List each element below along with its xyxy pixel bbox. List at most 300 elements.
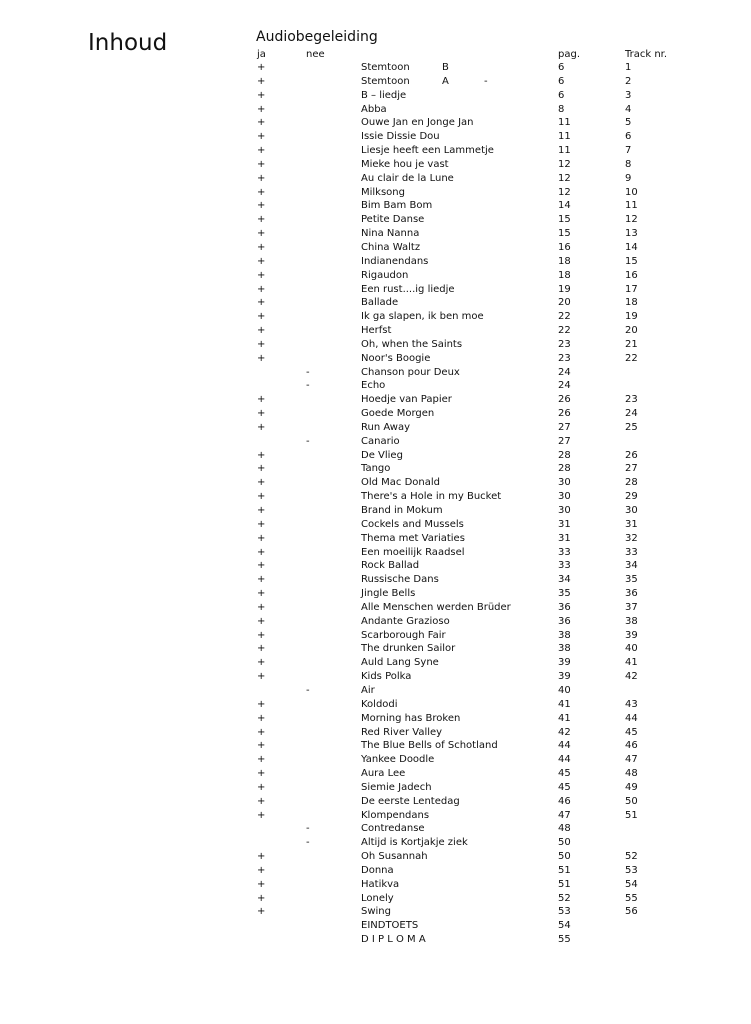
ja-mark: +	[257, 754, 266, 766]
track-number: 37	[625, 601, 638, 613]
song-title: Old Mac Donald	[361, 477, 441, 489]
ja-mark: +	[257, 532, 266, 544]
page-number: 12	[558, 158, 571, 170]
page-number: 36	[558, 615, 571, 627]
table-row	[0, 671, 751, 685]
song-title: The Blue Bells of Schotland	[361, 740, 498, 752]
song-title: Brand in Mokum	[361, 505, 443, 516]
page-number: 6	[558, 75, 565, 87]
page-number: 51	[558, 864, 571, 876]
song-title: Morning has Broken	[361, 712, 461, 724]
song-title: D I P L O M A	[361, 934, 426, 946]
table-row	[0, 90, 751, 104]
page-number: 40	[558, 684, 571, 696]
page-number: 39	[558, 671, 571, 683]
table-row	[0, 145, 751, 159]
table-row	[0, 311, 751, 325]
track-number: 25	[625, 421, 638, 433]
table-row	[0, 782, 751, 796]
track-number: 12	[625, 214, 638, 226]
song-title: Nina Nanna	[361, 228, 420, 240]
page-number: 54	[558, 920, 571, 932]
song-title: Russische Dans	[361, 574, 439, 586]
table-row	[0, 574, 751, 588]
song-title: There's a Hole in my Bucket	[361, 491, 502, 503]
table-row	[0, 588, 751, 602]
page-number: 51	[558, 878, 571, 890]
table-row	[0, 408, 751, 422]
page-number: 23	[558, 338, 571, 350]
page-number: 53	[558, 906, 571, 918]
song-title: Ik ga slapen, ik ben moe	[361, 311, 484, 323]
ja-mark: +	[257, 505, 266, 516]
track-number: 9	[625, 172, 632, 184]
song-title: China Waltz	[361, 241, 421, 253]
page-number: 41	[558, 712, 571, 724]
table-row	[0, 463, 751, 477]
song-title: Issie Dissie Dou	[361, 131, 440, 143]
song-title: Echo	[361, 380, 386, 392]
table-row	[0, 934, 751, 948]
ja-mark: +	[257, 574, 266, 586]
table-row	[0, 200, 751, 214]
song-title: B – liedje	[361, 89, 407, 101]
ja-mark: +	[257, 117, 266, 129]
page-number: 22	[558, 325, 571, 337]
song-title: Jingle Bells	[361, 588, 416, 600]
table-row	[0, 284, 751, 298]
track-number: 50	[625, 795, 638, 807]
table-row	[0, 533, 751, 547]
track-number: 11	[625, 200, 638, 212]
song-title: Oh Susannah	[361, 851, 428, 863]
table-row	[0, 339, 751, 353]
table-row	[0, 187, 751, 201]
table-row	[0, 104, 751, 118]
ja-mark: +	[257, 158, 266, 170]
song-title: De eerste Lentedag	[361, 795, 460, 807]
song-title: Kids Polka	[361, 671, 412, 683]
page-number: 24	[558, 380, 571, 392]
page-number: 48	[558, 823, 571, 835]
song-title: Liesje heeft een Lammetje	[361, 145, 494, 157]
track-number: 1	[625, 62, 632, 73]
track-number: 5	[625, 117, 632, 129]
table-row	[0, 297, 751, 311]
song-title: Altijd is Kortjakje ziek	[361, 837, 468, 849]
nee-mark: -	[306, 366, 310, 378]
table-row	[0, 727, 751, 741]
ja-mark: +	[257, 394, 266, 406]
track-number: 48	[625, 768, 638, 780]
ja-mark: +	[257, 408, 266, 420]
header-ja: ja	[257, 49, 266, 60]
track-number: 13	[625, 228, 638, 240]
ja-mark: +	[257, 657, 266, 669]
track-number: 4	[625, 103, 632, 115]
page-number: 16	[558, 241, 571, 253]
song-title: Canario	[361, 435, 400, 447]
table-row	[0, 353, 751, 367]
page-number: 12	[558, 186, 571, 198]
note-letter: B	[442, 62, 449, 73]
page-number: 33	[558, 560, 571, 572]
ja-mark: +	[257, 200, 266, 212]
ja-mark: +	[257, 643, 266, 655]
page-number: 38	[558, 629, 571, 641]
page-number: 30	[558, 477, 571, 489]
song-title: Een moeilijk Raadsel	[361, 546, 465, 558]
page-number: 44	[558, 754, 571, 766]
note-letter: A	[442, 75, 449, 87]
table-row	[0, 547, 751, 561]
song-title: Hatikva	[361, 878, 400, 890]
nee-mark: -	[306, 823, 310, 835]
song-title: Rock Ballad	[361, 560, 420, 572]
song-title: Tango	[361, 463, 391, 475]
page-number: 26	[558, 394, 571, 406]
track-number: 7	[625, 145, 632, 157]
track-number: 40	[625, 643, 638, 655]
page-number: 45	[558, 781, 571, 793]
song-title: Noor's Boogie	[361, 352, 431, 364]
table-row	[0, 796, 751, 810]
track-number: 52	[625, 851, 638, 863]
page-number: 18	[558, 255, 571, 267]
table-row	[0, 62, 751, 76]
ja-mark: +	[257, 768, 266, 780]
song-title: The drunken Sailor	[361, 643, 456, 655]
page-number: 52	[558, 892, 571, 904]
page-number: 23	[558, 352, 571, 364]
song-title: Swing	[361, 906, 391, 918]
track-number: 39	[625, 629, 638, 641]
ja-mark: +	[257, 588, 266, 600]
page-number: 28	[558, 463, 571, 475]
song-title: Hoedje van Papier	[361, 394, 452, 406]
table-row	[0, 505, 751, 519]
ja-mark: +	[257, 283, 266, 295]
ja-mark: +	[257, 851, 266, 863]
ja-mark: +	[257, 795, 266, 807]
header-nee: nee	[306, 49, 325, 60]
nee-mark: -	[306, 684, 310, 696]
track-number: 29	[625, 491, 638, 503]
table-row	[0, 159, 751, 173]
page-number: 31	[558, 532, 571, 544]
table-row	[0, 823, 751, 837]
table-row	[0, 754, 751, 768]
table-row	[0, 657, 751, 671]
page-number: 36	[558, 601, 571, 613]
track-number: 23	[625, 394, 638, 406]
track-number: 20	[625, 325, 638, 337]
contents-table	[0, 62, 751, 948]
page-number: 6	[558, 62, 565, 73]
song-title: De Vlieg	[361, 449, 403, 461]
ja-mark: +	[257, 214, 266, 226]
table-row	[0, 560, 751, 574]
page-number: 30	[558, 491, 571, 503]
table-row	[0, 906, 751, 920]
song-title: Milksong	[361, 186, 405, 198]
page-number: 8	[558, 103, 565, 115]
table-row	[0, 422, 751, 436]
table-row	[0, 380, 751, 394]
table-row	[0, 893, 751, 907]
song-title: Au clair de la Lune	[361, 172, 454, 184]
table-row	[0, 270, 751, 284]
table-row	[0, 865, 751, 879]
song-title: Koldodi	[361, 698, 398, 710]
page-number: 27	[558, 435, 571, 447]
track-number: 8	[625, 158, 632, 170]
table-row	[0, 76, 751, 90]
ja-mark: +	[257, 75, 266, 87]
track-number: 49	[625, 781, 638, 793]
ja-mark: +	[257, 781, 266, 793]
ja-mark: +	[257, 864, 266, 876]
track-number: 15	[625, 255, 638, 267]
song-title: Run Away	[361, 421, 411, 433]
track-number: 38	[625, 615, 638, 627]
page-number: 34	[558, 574, 571, 586]
track-number: 3	[625, 89, 632, 101]
table-row	[0, 630, 751, 644]
track-number: 27	[625, 463, 638, 475]
ja-mark: +	[257, 740, 266, 752]
page-number: 14	[558, 200, 571, 212]
ja-mark: +	[257, 89, 266, 101]
table-row	[0, 394, 751, 408]
page-number: 55	[558, 934, 571, 946]
page-number: 38	[558, 643, 571, 655]
song-title: Stemtoon	[361, 62, 410, 73]
song-title: Red River Valley	[361, 726, 443, 738]
ja-mark: +	[257, 698, 266, 710]
ja-mark: +	[257, 131, 266, 143]
page-number: 30	[558, 505, 571, 516]
track-number: 22	[625, 352, 638, 364]
track-number: 19	[625, 311, 638, 323]
table-row	[0, 491, 751, 505]
page-number: 15	[558, 214, 571, 226]
ja-mark: +	[257, 477, 266, 489]
track-number: 41	[625, 657, 638, 669]
table-row	[0, 685, 751, 699]
track-number: 36	[625, 588, 638, 600]
ja-mark: +	[257, 629, 266, 641]
table-row	[0, 450, 751, 464]
song-title: Siemie Jadech	[361, 781, 432, 793]
page-number: 50	[558, 837, 571, 849]
song-title: Auld Lang Syne	[361, 657, 439, 669]
ja-mark: +	[257, 892, 266, 904]
ja-mark: +	[257, 726, 266, 738]
ja-mark: +	[257, 421, 266, 433]
track-number: 16	[625, 269, 638, 281]
table-row	[0, 699, 751, 713]
table-row	[0, 713, 751, 727]
song-title: Aura Lee	[361, 768, 406, 780]
track-number: 21	[625, 338, 638, 350]
table-row	[0, 131, 751, 145]
table-row	[0, 851, 751, 865]
page-number: 39	[558, 657, 571, 669]
track-number: 51	[625, 809, 638, 821]
track-number: 28	[625, 477, 638, 489]
table-row	[0, 173, 751, 187]
song-title: Alle Menschen werden Brüder	[361, 601, 511, 613]
ja-mark: +	[257, 241, 266, 253]
page-number: 11	[558, 117, 571, 129]
ja-mark: +	[257, 325, 266, 337]
song-title: Contredanse	[361, 823, 425, 835]
ja-mark: +	[257, 615, 266, 627]
ja-mark: +	[257, 352, 266, 364]
song-title: Klompendans	[361, 809, 430, 821]
table-row	[0, 643, 751, 657]
table-row	[0, 616, 751, 630]
table-row	[0, 810, 751, 824]
table-row	[0, 256, 751, 270]
page-number: 11	[558, 131, 571, 143]
track-number: 17	[625, 283, 638, 295]
table-row	[0, 740, 751, 754]
song-title: Thema met Variaties	[361, 532, 465, 544]
track-number: 26	[625, 449, 638, 461]
song-title: Goede Morgen	[361, 408, 435, 420]
page-number: 46	[558, 795, 571, 807]
ja-mark: +	[257, 269, 266, 281]
track-number: 42	[625, 671, 638, 683]
ja-mark: +	[257, 255, 266, 267]
page-number: 20	[558, 297, 571, 309]
table-row	[0, 436, 751, 450]
ja-mark: +	[257, 449, 266, 461]
song-title: Een rust....ig liedje	[361, 283, 455, 295]
page-number: 28	[558, 449, 571, 461]
page-number: 19	[558, 283, 571, 295]
table-row	[0, 602, 751, 616]
track-number: 34	[625, 560, 638, 572]
ja-mark: +	[257, 491, 266, 503]
ja-mark: +	[257, 463, 266, 475]
song-title: Petite Danse	[361, 214, 425, 226]
track-number: 43	[625, 698, 638, 710]
table-row	[0, 920, 751, 934]
page-number: 26	[558, 408, 571, 420]
track-number: 6	[625, 131, 632, 143]
track-number: 56	[625, 906, 638, 918]
page-number: 42	[558, 726, 571, 738]
song-title: Air	[361, 684, 375, 696]
track-number: 47	[625, 754, 638, 766]
song-title: Donna	[361, 864, 394, 876]
page-number: 44	[558, 740, 571, 752]
page-number: 27	[558, 421, 571, 433]
song-title: Yankee Doodle	[361, 754, 435, 766]
track-number: 18	[625, 297, 638, 309]
header-track: Track nr.	[625, 49, 668, 60]
page-number: 31	[558, 518, 571, 530]
header-pag: pag.	[558, 49, 581, 60]
page-number: 50	[558, 851, 571, 863]
song-title: Bim Bam Bom	[361, 200, 433, 212]
track-number: 45	[625, 726, 638, 738]
ja-mark: +	[257, 809, 266, 821]
song-title: EINDTOETS	[361, 920, 419, 932]
table-row	[0, 879, 751, 893]
page-title: Inhoud	[88, 30, 168, 56]
song-title: Chanson pour Deux	[361, 366, 460, 378]
table-row	[0, 477, 751, 491]
track-number: 10	[625, 186, 638, 198]
page-number: 24	[558, 366, 571, 378]
table-row	[0, 214, 751, 228]
song-title: Cockels and Mussels	[361, 518, 464, 530]
page-number: 47	[558, 809, 571, 821]
page-number: 12	[558, 172, 571, 184]
song-title: Abba	[361, 103, 387, 115]
ja-mark: +	[257, 228, 266, 240]
page-number: 18	[558, 269, 571, 281]
track-number: 2	[625, 75, 632, 87]
page-number: 11	[558, 145, 571, 157]
table-row	[0, 242, 751, 256]
track-number: 33	[625, 546, 638, 558]
ja-mark: +	[257, 338, 266, 350]
nee-mark: -	[306, 837, 310, 849]
note-dash: -	[484, 75, 488, 87]
song-title: Ballade	[361, 297, 399, 309]
page-number: 33	[558, 546, 571, 558]
ja-mark: +	[257, 518, 266, 530]
page-number: 41	[558, 698, 571, 710]
ja-mark: +	[257, 906, 266, 918]
page-number: 22	[558, 311, 571, 323]
track-number: 55	[625, 892, 638, 904]
ja-mark: +	[257, 145, 266, 157]
track-number: 44	[625, 712, 638, 724]
ja-mark: +	[257, 878, 266, 890]
page-number: 6	[558, 89, 565, 101]
nee-mark: -	[306, 435, 310, 447]
ja-mark: +	[257, 311, 266, 323]
song-title: Herfst	[361, 325, 392, 337]
ja-mark: +	[257, 186, 266, 198]
table-row	[0, 768, 751, 782]
song-title: Indianendans	[361, 255, 429, 267]
song-title: Lonely	[361, 892, 394, 904]
ja-mark: +	[257, 560, 266, 572]
table-row	[0, 228, 751, 242]
song-title: Ouwe Jan en Jonge Jan	[361, 117, 474, 129]
nee-mark: -	[306, 380, 310, 392]
track-number: 54	[625, 878, 638, 890]
song-title: Rigaudon	[361, 269, 409, 281]
song-title: Scarborough Fair	[361, 629, 446, 641]
track-number: 35	[625, 574, 638, 586]
track-number: 31	[625, 518, 638, 530]
ja-mark: +	[257, 601, 266, 613]
ja-mark: +	[257, 297, 266, 309]
table-row	[0, 117, 751, 131]
ja-mark: +	[257, 103, 266, 115]
track-number: 30	[625, 505, 638, 516]
page-number: 35	[558, 588, 571, 600]
ja-mark: +	[257, 62, 266, 73]
